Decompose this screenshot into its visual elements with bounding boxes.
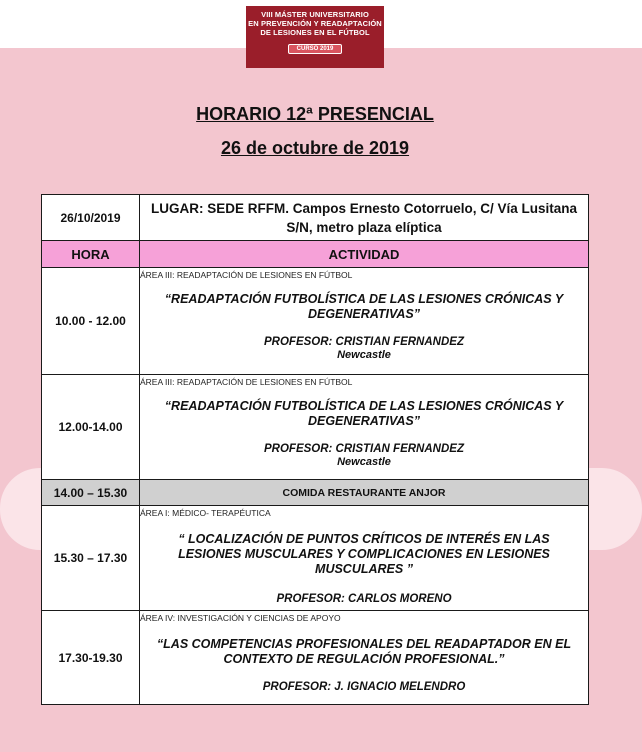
table-row-location — [42, 195, 589, 241]
professor-name: PROFESOR: CRISTIAN FERNANDEZ — [264, 336, 464, 348]
logo-line-1: VIII MÁSTER UNIVERSITARIO — [261, 10, 369, 19]
activity-title: “ LOCALIZACIÓN DE PUNTOS CRÍTICOS DE INTERÉS EN LAS LESIONES MUSCULARES Y COMPLICACIONES EN LESIONES MUSCULARES ” — [178, 532, 550, 576]
table-row — [42, 268, 589, 375]
area-label: ÁREA III: READAPTACIÓN DE LESIONES EN FÚTBOL — [140, 270, 353, 280]
activity-title: “READAPTACIÓN FUTBOLÍSTICA DE LAS LESIONES CRÓNICAS Y DEGENERATIVAS” — [164, 399, 564, 428]
logo-line-2: EN PREVENCIÓN Y READAPTACIÓN — [248, 19, 382, 28]
table-row-lunch — [42, 480, 589, 506]
table-row — [42, 506, 589, 611]
header-hora: HORA — [42, 241, 140, 268]
table-header-row — [42, 241, 589, 268]
logo-badge: CURSO 2019 — [288, 44, 343, 54]
course-logo — [246, 6, 384, 68]
header-actividad: ACTIVIDAD — [140, 241, 589, 268]
professor-club: Newcastle — [337, 456, 391, 468]
area-label: ÁREA III: READAPTACIÓN DE LESIONES EN FÚTBOL — [140, 377, 353, 387]
activity-cell — [140, 506, 589, 611]
location-cell: LUGAR: SEDE RFFM. Campos Ernesto Cotorruelo, C/ Vía Lusitana S/N, metro plaza elíptica — [140, 195, 589, 241]
table-row — [42, 375, 589, 480]
activity-cell — [140, 268, 589, 375]
hora-cell: 10.00 - 12.00 — [42, 268, 140, 375]
logo-text — [246, 6, 384, 37]
table-row — [42, 611, 589, 705]
lunch-cell: COMIDA RESTAURANTE ANJOR — [140, 480, 589, 506]
hora-cell: 14.00 – 15.30 — [42, 480, 140, 506]
professor-club: Newcastle — [337, 349, 391, 361]
hora-cell: 12.00-14.00 — [42, 375, 140, 480]
hora-cell: 17.30-19.30 — [42, 611, 140, 705]
area-label: ÁREA I: MÉDICO- TERAPÉUTICA — [140, 508, 271, 518]
schedule-table — [41, 194, 589, 705]
professor-name: PROFESOR: CRISTIAN FERNANDEZ — [264, 443, 464, 455]
page-date: 26 de octubre de 2019 — [220, 138, 410, 158]
logo-line-3: DE LESIONES EN EL FÚTBOL — [260, 28, 370, 37]
page-title: HORARIO 12ª PRESENCIAL — [196, 104, 434, 124]
hora-cell: 15.30 – 17.30 — [42, 506, 140, 611]
date-cell: 26/10/2019 — [42, 195, 140, 241]
area-label: ÁREA IV: INVESTIGACIÓN Y CIENCIAS DE APOYO — [140, 613, 341, 623]
activity-cell — [140, 611, 589, 705]
activity-title: “LAS COMPETENCIAS PROFESIONALES DEL READAPTADOR EN EL CONTEXTO DE REGULACIÓN PROFESIONAL.” — [156, 637, 572, 666]
professor-name: PROFESOR: CARLOS MORENO — [276, 593, 452, 605]
professor-name: PROFESOR: J. IGNACIO MELENDRO — [262, 681, 466, 693]
activity-title: “READAPTACIÓN FUTBOLÍSTICA DE LAS LESIONES CRÓNICAS Y DEGENERATIVAS” — [164, 292, 564, 321]
activity-cell — [140, 375, 589, 480]
